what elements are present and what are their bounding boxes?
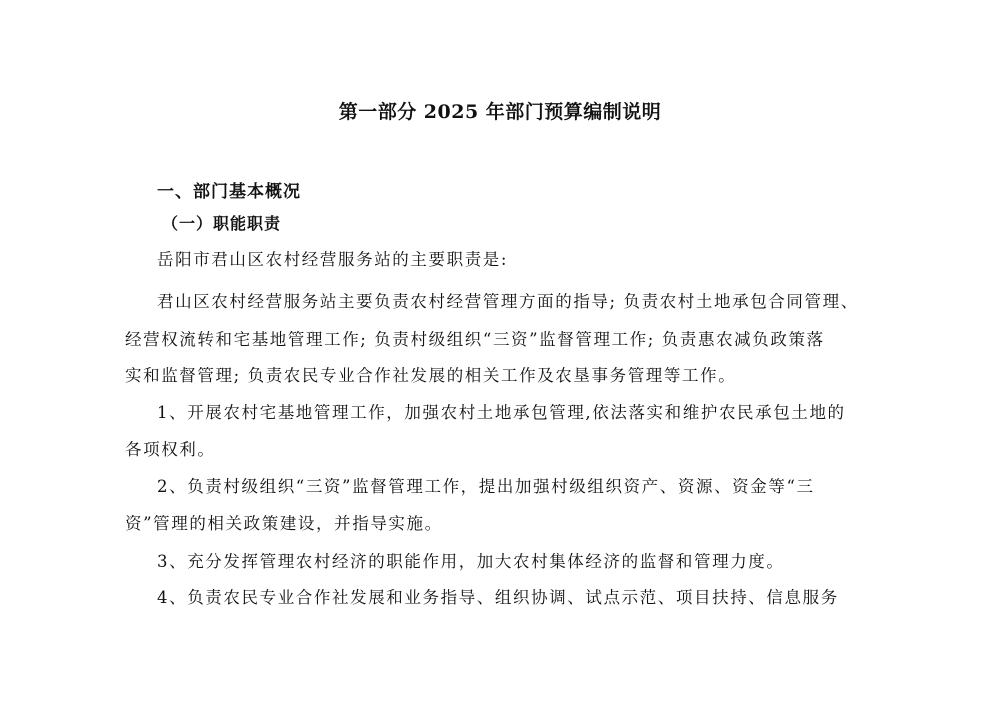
paragraph-line: 资”管理的相关政策建设，并指导实施。 bbox=[125, 514, 443, 533]
paragraph-line: 岳阳市君山区农村经营服务站的主要职责是: bbox=[157, 250, 509, 269]
paragraph-line: 实和监督管理; 负责农民专业合作社发展的相关工作及农垦事务管理等工作。 bbox=[125, 366, 737, 385]
paragraph-line: 3、充分发挥管理农村经济的职能作用，加大农村集体经济的监督和管理力度。 bbox=[157, 552, 785, 571]
subsection-heading: （一）职能职责 bbox=[162, 214, 282, 233]
page-title: 第一部分 2025 年部门预算编制说明 bbox=[338, 101, 662, 123]
paragraph-line: 各项权利。 bbox=[125, 440, 216, 459]
section-heading: 一、部门基本概况 bbox=[157, 182, 301, 202]
paragraph-line: 经营权流转和宅基地管理工作; 负责村级组织“三资”监督管理工作; 负责惠农减负政策落 bbox=[125, 330, 825, 349]
paragraph-line: 4、负责农民专业合作社发展和业务指导、组织协调、试点示范、项目扶持、信息服务 bbox=[157, 588, 839, 607]
paragraph-line: 君山区农村经营服务站主要负责农村经营管理方面的指导; 负责农村土地承包合同管理、 bbox=[157, 292, 859, 311]
paragraph-line: 1、开展农村宅基地管理工作，加强农村土地承包管理,依法落实和维护农民承包土地的 bbox=[157, 403, 846, 422]
paragraph-line: 2、负责村级组织“三资”监督管理工作，提出加强村级组织资产、资源、资金等“三 bbox=[157, 477, 815, 496]
